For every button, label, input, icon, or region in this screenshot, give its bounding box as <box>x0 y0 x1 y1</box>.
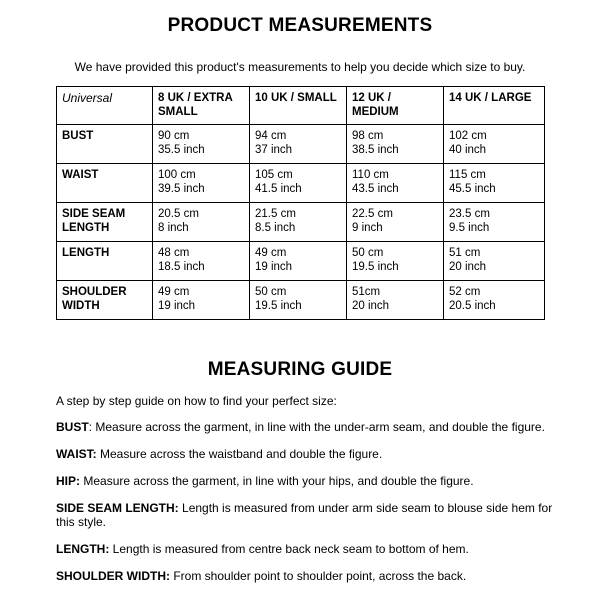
guide-term: LENGTH: <box>56 542 110 556</box>
cm-value: 52 cm <box>449 286 481 298</box>
inch-value: 19 inch <box>158 299 196 312</box>
table-cell <box>444 125 545 164</box>
inch-value: 20 inch <box>352 299 390 312</box>
row-label: WAIST <box>57 164 153 203</box>
cm-value: 90 cm <box>158 130 190 142</box>
inch-value: 19 inch <box>255 260 293 273</box>
guide-separator: : <box>88 420 96 434</box>
table-row <box>57 203 545 242</box>
guide-item-length <box>56 542 556 556</box>
cm-value: 100 cm <box>158 169 196 181</box>
inch-value: 39.5 inch <box>158 182 205 195</box>
table-cell <box>153 242 250 281</box>
cm-value: 50 cm <box>255 286 287 298</box>
guide-text: Measure across the garment, in line with your hips, and double the figure. <box>83 474 474 488</box>
guide-intro: A step by step guide on how to find your perfect size: <box>56 394 337 408</box>
cm-value: 48 cm <box>158 247 190 259</box>
inch-value: 20 inch <box>449 260 487 273</box>
cm-value: 23.5 cm <box>449 208 490 220</box>
row-label: SHOULDER WIDTH <box>57 281 153 320</box>
guide-term: HIP: <box>56 474 80 488</box>
table-row <box>57 242 545 281</box>
guide-text: Measure across the garment, in line with the under-arm seam, and double the figure. <box>95 420 545 434</box>
table-cell <box>347 242 444 281</box>
guide-text: Length is measured from under arm side seam to blouse side hem for this style. <box>56 501 553 529</box>
inch-value: 45.5 inch <box>449 182 496 195</box>
cm-value: 49 cm <box>158 286 190 298</box>
guide-item-hip <box>56 474 556 488</box>
guide-term: SHOULDER WIDTH: <box>56 569 170 583</box>
inch-value: 35.5 inch <box>158 143 205 156</box>
inch-value: 40 inch <box>449 143 487 156</box>
table-cell <box>444 203 545 242</box>
inch-value: 19.5 inch <box>255 299 302 312</box>
row-label: SIDE SEAM LENGTH <box>57 203 153 242</box>
cm-value: 51 cm <box>449 247 481 259</box>
table-cell <box>153 203 250 242</box>
cm-value: 102 cm <box>449 130 487 142</box>
inch-value: 38.5 inch <box>352 143 399 156</box>
inch-value: 20.5 inch <box>449 299 496 312</box>
column-header: 8 UK / EXTRA SMALL <box>153 87 250 125</box>
inch-value: 9 inch <box>352 221 383 234</box>
table-cell <box>250 125 347 164</box>
guide-term: WAIST: <box>56 447 97 461</box>
table-row <box>57 164 545 203</box>
cm-value: 22.5 cm <box>352 208 393 220</box>
guide-item-waist <box>56 447 556 461</box>
cm-value: 20.5 cm <box>158 208 199 220</box>
table-cell <box>347 203 444 242</box>
inch-value: 41.5 inch <box>255 182 302 195</box>
guide-term: BUST <box>56 420 89 434</box>
inch-value: 9.5 inch <box>449 221 490 234</box>
guide-text: Length is measured from centre back neck seam to bottom of hem. <box>112 542 469 556</box>
measurements-table <box>56 86 545 320</box>
row-label: LENGTH <box>57 242 153 281</box>
table-corner-label: Universal <box>57 87 153 125</box>
table-header-row <box>57 87 545 125</box>
intro-text: We have provided this product's measurements to help you decide which size to buy. <box>74 60 526 74</box>
inch-value: 8 inch <box>158 221 189 234</box>
row-label: BUST <box>57 125 153 164</box>
cm-value: 105 cm <box>255 169 293 181</box>
guide-item-bust <box>56 420 556 434</box>
cm-value: 98 cm <box>352 130 384 142</box>
inch-value: 18.5 inch <box>158 260 205 273</box>
column-header: 14 UK / LARGE <box>444 87 545 125</box>
cm-value: 49 cm <box>255 247 287 259</box>
table-row <box>57 281 545 320</box>
inch-value: 37 inch <box>255 143 293 156</box>
page-title: PRODUCT MEASUREMENTS <box>167 15 433 36</box>
table-cell <box>153 281 250 320</box>
column-header: 12 UK / MEDIUM <box>347 87 444 125</box>
guide-text: Measure across the waistband and double the figure. <box>100 447 383 461</box>
table-cell <box>347 281 444 320</box>
table-cell <box>250 242 347 281</box>
table-cell <box>250 281 347 320</box>
inch-value: 43.5 inch <box>352 182 399 195</box>
guide-item-shoulder-width <box>56 569 556 583</box>
table-cell <box>153 164 250 203</box>
cm-value: 110 cm <box>352 169 389 181</box>
cm-value: 50 cm <box>352 247 384 259</box>
cm-value: 115 cm <box>449 169 486 181</box>
table-cell <box>444 242 545 281</box>
table-cell <box>153 125 250 164</box>
inch-value: 19.5 inch <box>352 260 399 273</box>
guide-text: From shoulder point to shoulder point, across the back. <box>173 569 467 583</box>
column-header: 10 UK / SMALL <box>250 87 347 125</box>
guide-title: MEASURING GUIDE <box>207 359 393 380</box>
table-cell <box>250 164 347 203</box>
table-cell <box>347 125 444 164</box>
table-cell <box>347 164 444 203</box>
guide-item-side-seam-length <box>56 501 556 529</box>
cm-value: 51cm <box>352 286 381 298</box>
table-cell <box>250 203 347 242</box>
guide-term: SIDE SEAM LENGTH: <box>56 501 179 515</box>
table-cell <box>444 281 545 320</box>
cm-value: 21.5 cm <box>255 208 296 220</box>
table-row <box>57 125 545 164</box>
inch-value: 8.5 inch <box>255 221 296 234</box>
table-cell <box>444 164 545 203</box>
cm-value: 94 cm <box>255 130 287 142</box>
